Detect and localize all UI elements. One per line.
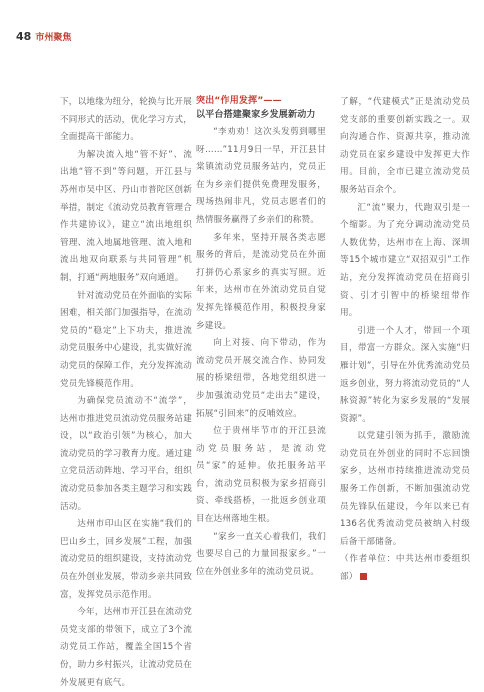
paragraph: 今年，达州市开江县在流动党员党支部的带领下，成立了3个流动党员工作站，覆盖全国15个省份，助力乡村振兴，让流动党员在外发展更有底气。 bbox=[60, 607, 192, 688]
paragraph: 汇“流”聚力，代跑双引是一个缩影。为了充分调动流动党员人数优势，达州市在上海、深圳等15个城市建立“双招双引”工作站，充分发挥流动党员在招商引资、引才引智中的桥梁纽带作用。 bbox=[340, 202, 470, 319]
paragraph: “李劝劝！这次头发剪到哪里呀……”11月9日一早，开江县甘棠镇流动党员服务站内，党员正在为乡亲们提供免费理发服务，现场热闹非凡，党员志愿者们的热情服务赢得了乡亲们的称赞。 bbox=[196, 127, 326, 225]
author-affiliation: （作者单位：中共达州市委组织部） bbox=[340, 554, 470, 583]
paragraph: 下，以地缘为纽分，轮换与比开展不同形式的活动，优化学习方式，全面提高干部能力。 bbox=[60, 97, 192, 143]
quote-paragraph: “家乡一直关心着我们，我们也要尽自己的力量回报家乡。”一位在外创业多年的流动党员说。 bbox=[196, 531, 326, 577]
paragraph: 向上对接、向下带动，作为流动党员开展交流合作、协同发展的桥梁纽带，各地党组织进一步加强流动党员“走出去”建设，拓展“引回来”的反哺效应。 bbox=[196, 338, 326, 419]
paragraph: 以党建引领为抓手，激励流动党员在外创业的同时不忘回馈家乡，达州市持续推进流动党员服务工作创新，不断加强流动党员先锋队伍建设，今年以来已有136名优秀流动党员被纳入村级后备干部储备。 bbox=[340, 431, 470, 547]
author-line bbox=[340, 551, 470, 586]
page-number: 48 bbox=[16, 30, 32, 43]
paragraph: 了解，“代建模式”正是流动党员党支部的重要创新实践之一。双向沟通合作、资源共享，推动流动党员在家乡建设中发挥更大作用。目前，全市已建立流动党员服务站百余个。 bbox=[340, 97, 470, 195]
paragraph: 多年来，坚持开展各类志愿服务的背后，是流动党员在外面打拼仍心系家乡的真实写照。近年来，达州市在外流动党员自觉发挥先锋模范作用，积极投身家乡建设。 bbox=[196, 232, 326, 331]
article-column-2 bbox=[196, 94, 326, 581]
paragraph: 为确保党员流动不“流学”，达州市推进党员流动党员服务站建设，以“政治引领”为核心，加大流动党员的学习教育力度。通过建立党员活动阵地、学习平台，组织流动党员参加各类主题学习和实践活动。 bbox=[60, 396, 192, 512]
paragraph: 引进一个人才，带回一个项目，带富一方群众。深入实施“归雁计划”，引导在外优秀流动党员返乡创业，努力将流动党员的“人脉资源”转化为家乡发展的“发展资源”。 bbox=[340, 325, 470, 424]
section-title: 市州聚焦 bbox=[35, 33, 72, 43]
article-column-3 bbox=[340, 94, 470, 587]
paragraph: 为解决流入地“管不好”、流出地“管不到”等问题，开江县与苏州市吴中区、丹山市普陀区创新举措，制定《流动党员教育管理合作共建协议》，建立“流出地组织管理、流入地属地管理、流入地和流出地双向联系与共同管理”机制，打通“两地服务”双向通道。 bbox=[60, 149, 192, 283]
subheading-accent: 突出“作用发挥”—— bbox=[196, 96, 282, 106]
paragraph: 位于贵州毕节市的开江县流动党员服务站，是流动党员“家”的延伸。依托服务站平台，流动党员积极为家乡招商引资、牵线搭桥，一批返乡创业项目在达州落地生根。 bbox=[196, 426, 326, 525]
subheading-text: 以平台搭建聚家乡发展新动力 bbox=[196, 110, 316, 120]
page-header bbox=[16, 30, 71, 46]
paragraph: 达州市印山区在实施“我们的巴山乡土，回乡发展”工程，加强流动党员的组织建设，支持流动党员在外创业发展，带动乡亲共同致富，发挥党员示范作用。 bbox=[60, 519, 192, 600]
article-column-1 bbox=[60, 94, 192, 692]
paragraph: 针对流动党员在外面临的实际困难，相关部门加强指导，在流动党员的“稳定”上下功夫，推进流动党员服务中心建设，扎实做好流动党员的保障工作，充分发挥流动党员先锋模范作用。 bbox=[60, 290, 192, 389]
subheading bbox=[196, 94, 326, 122]
end-mark-icon bbox=[360, 573, 367, 580]
